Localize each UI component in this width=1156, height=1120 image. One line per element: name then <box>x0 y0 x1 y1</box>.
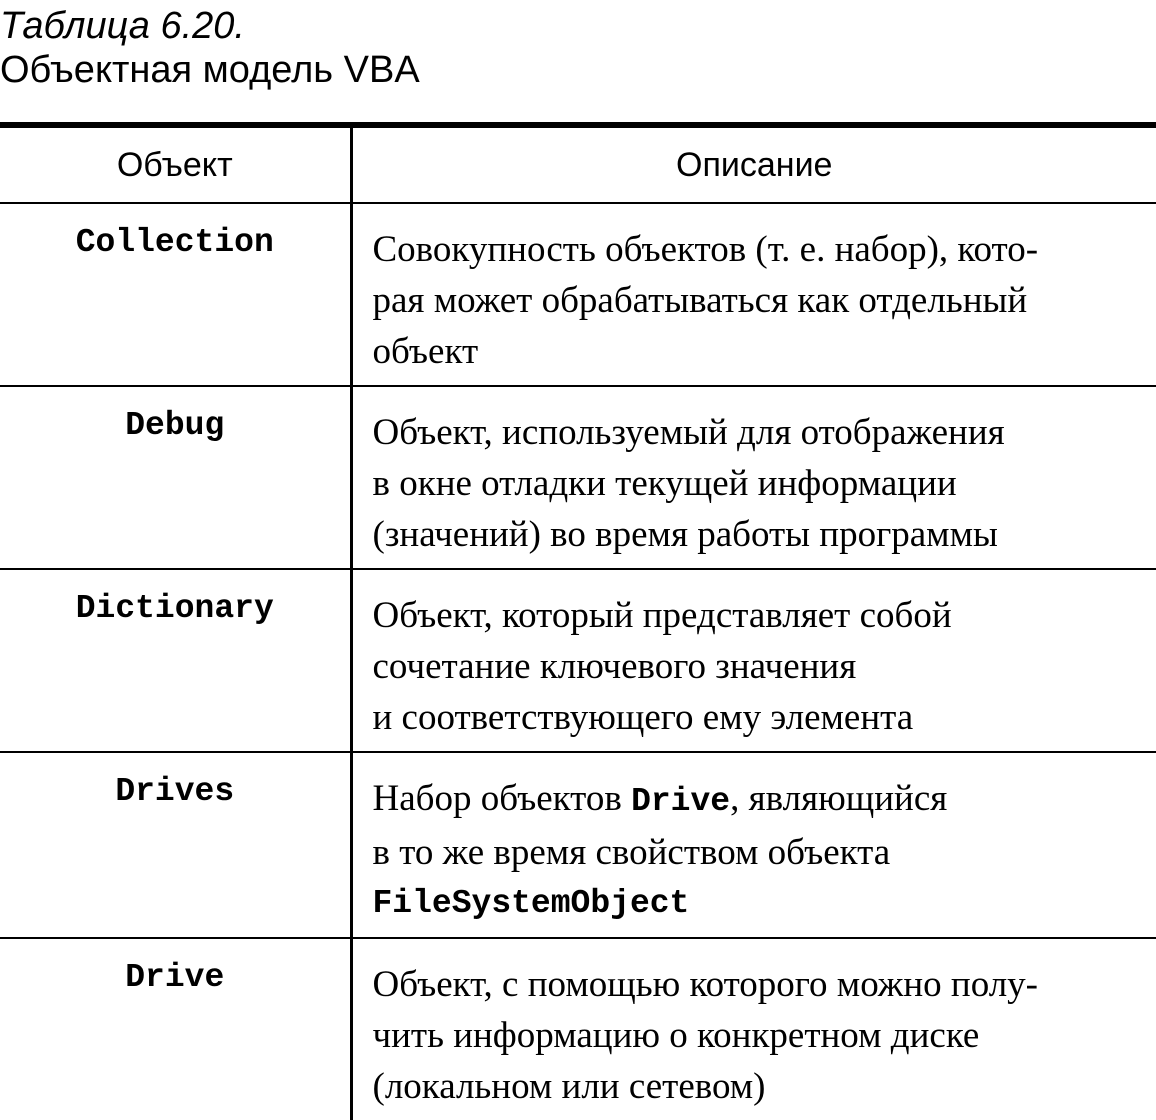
table-row <box>0 386 1156 569</box>
vba-object-model-table <box>0 122 1156 1120</box>
description-line: в окне отладки текущей информации <box>373 458 1156 509</box>
description-line: Объект, который представляет собой <box>373 590 1156 641</box>
description-line: сочетание ключевого значения <box>373 641 1156 692</box>
object-description <box>351 203 1156 386</box>
description-line: Совокупность объектов (т. е. набор), кото- <box>373 224 1156 275</box>
code-term: Drive <box>631 783 730 820</box>
object-name: Debug <box>0 386 351 569</box>
description-line: чить информацию о конкретном диске <box>373 1010 1156 1061</box>
table-caption <box>0 4 420 92</box>
table-row <box>0 938 1156 1120</box>
description-line: рая может обрабатываться как отдельный <box>373 275 1156 326</box>
header-description: Описание <box>351 125 1156 203</box>
description-text: , являющийся <box>730 778 947 819</box>
description-line: и соответствующего ему элемента <box>373 692 1156 743</box>
description-line: Объект, используемый для отображения <box>373 407 1156 458</box>
table-row <box>0 569 1156 752</box>
table-row <box>0 203 1156 386</box>
description-line: в то же время свойством объекта <box>373 827 1156 878</box>
object-description <box>351 752 1156 938</box>
description-line: объект <box>373 326 1156 377</box>
table-container <box>0 122 1156 1038</box>
description-line <box>373 773 1156 827</box>
code-term: FileSystemObject <box>373 878 1156 929</box>
object-description <box>351 569 1156 752</box>
object-name: Dictionary <box>0 569 351 752</box>
description-line: (значений) во время работы программы <box>373 509 1156 560</box>
object-description <box>351 938 1156 1120</box>
description-text: Набор объектов <box>373 778 632 819</box>
object-name: Drives <box>0 752 351 938</box>
description-line: (локальном или сетевом) <box>373 1061 1156 1112</box>
table-title: Объектная модель VBA <box>0 48 420 92</box>
header-object: Объект <box>0 125 351 203</box>
table-row <box>0 752 1156 938</box>
header-row <box>0 125 1156 203</box>
object-name: Collection <box>0 203 351 386</box>
table-number: Таблица 6.20. <box>0 4 420 48</box>
object-name: Drive <box>0 938 351 1120</box>
description-line: Объект, с помощью которого можно полу- <box>373 959 1156 1010</box>
object-description <box>351 386 1156 569</box>
